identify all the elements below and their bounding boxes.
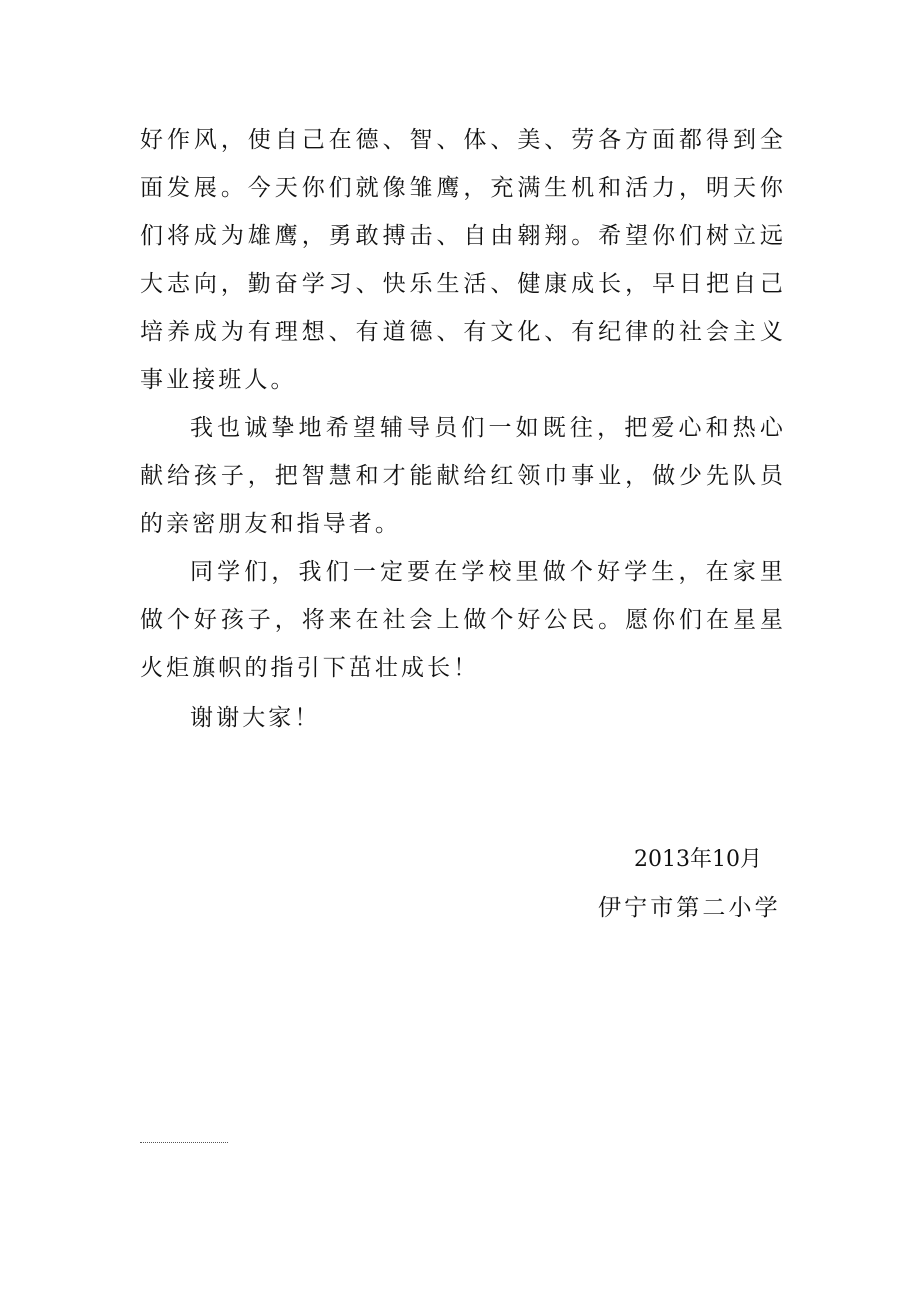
footer-divider [140,1142,228,1143]
paragraph-students: 同学们，我们一定要在学校里做个好学生，在家里做个好孩子，将来在社会上做个好公民。愿你们在星星火炬旗帜的指引下茁壮成长！ [140,559,786,681]
signature-date: 2013年10月 [634,847,762,872]
closing-remark: 谢谢大家！ [190,705,321,731]
paragraph-continued: 好作风，使自己在德、智、体、美、劳各方面都得到全面发展。今天你们就像雏鹰，充满生机和活力，明天你们将成为雄鹰，勇敢搏击、自由翱翔。希望你们树立远大志向，勤奋学习、快乐生活、健康成长，早日把自己培养成为有理想、有道德、有文化、有纪律的社会主义事业接班人。 [140,127,786,393]
speech-body [140,116,786,692]
paragraph-counselors: 我也诚挚地希望辅导员们一如既往，把爱心和热心献给孩子，把智慧和才能献给红领巾事业，做少先队员的亲密朋友和指导者。 [140,415,786,537]
signature-organization: 伊宁市第二小学 [598,895,781,921]
